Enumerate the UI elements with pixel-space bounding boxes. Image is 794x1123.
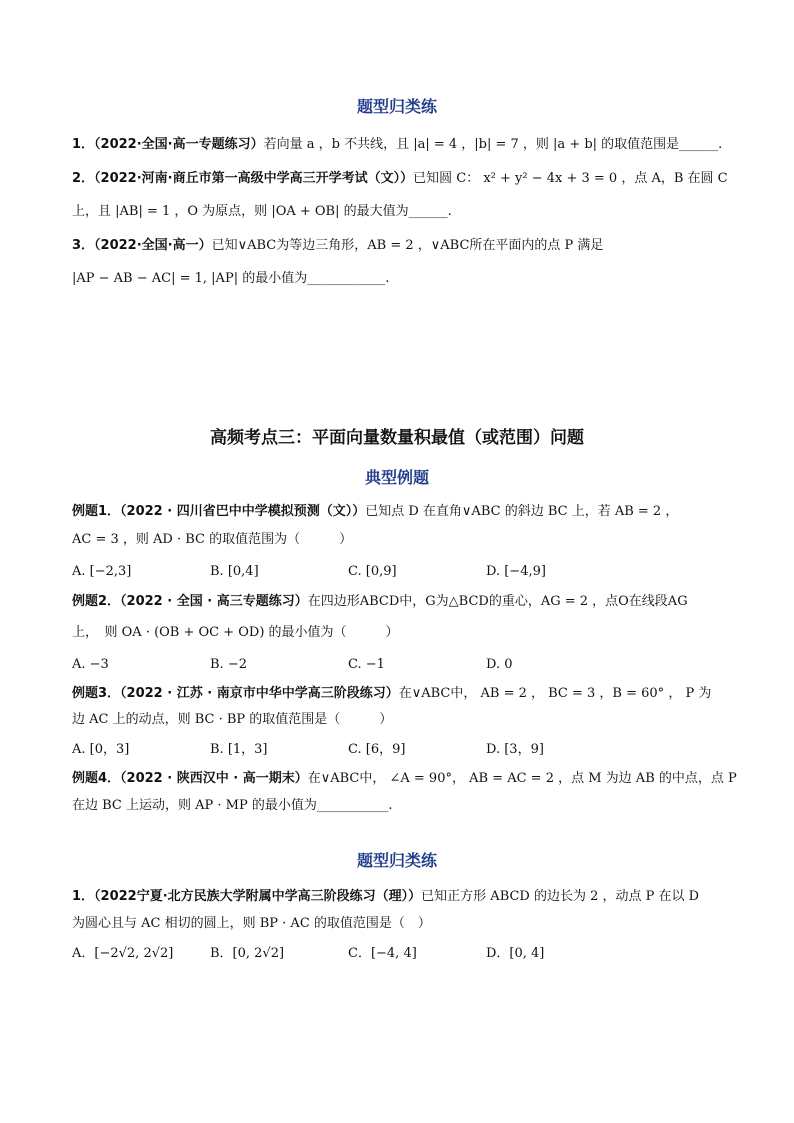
- option-b: B. [1，3]: [210, 742, 268, 757]
- example-number: 例题3．: [72, 686, 121, 701]
- question-text: 若向量 a ，b 不共线，且 |a| = 4 ，|b| = 7 ，则 |a + b| 的取值范围是______.: [263, 137, 723, 152]
- question-number: 2．: [72, 171, 95, 186]
- practice-question-2-line-1: [72, 170, 732, 188]
- example-source: （2022 · 全国 · 高三专题练习）: [120, 594, 308, 609]
- example-source: （2022 · 四川省巴中中学模拟预测（文））: [120, 504, 366, 519]
- example-number: 例题4．: [72, 771, 121, 786]
- example-text: 在∨ABC中， ∠A = 90°， AB = AC = 2 ，点 M 为边 AB 的中点，点 P: [307, 771, 737, 786]
- question-source: （2022宁夏·北方民族大学附属中学高三阶段练习（理））: [94, 889, 422, 904]
- question-source: （2022·全国·高一）: [94, 238, 212, 253]
- practice-section-title: 题型归类练: [356, 851, 437, 870]
- option-b: B．[0, 2√2]: [210, 946, 285, 961]
- question-number: 1．: [72, 137, 95, 152]
- option-b: B. −2: [210, 657, 247, 672]
- practice2-question-1-options: [72, 944, 732, 964]
- example-1-line-2: AC = 3 ，则 AD · BC 的取值范围为（ ）: [72, 532, 353, 547]
- option-c: C. [0,9]: [348, 564, 397, 579]
- question-text: 已知圆 C： x² + y² − 4x + 3 = 0 ，点 A，B 在圆 C: [413, 171, 728, 186]
- option-b: B. [0,4]: [210, 564, 259, 579]
- practice-question-3-line-2: |AP − AB − AC| = 1, |AP| 的最小值为____________.: [72, 271, 390, 286]
- option-c: C. −1: [348, 657, 385, 672]
- question-number: 1．: [72, 889, 95, 904]
- option-a: A. [0，3]: [72, 742, 130, 757]
- question-source: （2022·全国·高一专题练习）: [94, 137, 264, 152]
- example-number: 例题2．: [72, 594, 121, 609]
- example-text: 已知点 D 在直角∨ABC 的斜边 BC 上，若 AB = 2 ，: [365, 504, 679, 519]
- option-d: D. [3，9]: [486, 742, 544, 757]
- question-source: （2022·河南·商丘市第一高级中学高三开学考试（文））: [94, 171, 414, 186]
- example-text: 在∨ABC中， AB = 2 ， BC = 3 ，B = 60° ， P 为: [398, 686, 712, 701]
- question-text: 已知正方形 ABCD 的边长为 2 ，动点 P 在以 D: [421, 889, 700, 904]
- option-d: D. [−4,9]: [486, 564, 546, 579]
- example-number: 例题1．: [72, 504, 121, 519]
- option-c: C. [6，9]: [348, 742, 406, 757]
- question-text: 已知∨ABC为等边三角形，AB = 2 ，∨ABC所在平面内的点 P 满足: [211, 238, 604, 253]
- option-d: D. 0: [486, 657, 513, 672]
- example-3-line-2: 边 AC 上的动点，则 BC · BP 的取值范围是（ ）: [72, 712, 393, 727]
- example-1-line-1: [72, 503, 732, 521]
- example-source: （2022 · 江苏 · 南京市中华中学高三阶段练习）: [120, 686, 399, 701]
- practice-question-2-line-2: 上，且 |AB| = 1 ，O 为原点，则 |OA + OB| 的最大值为______.: [72, 204, 452, 219]
- option-a: A．[−2√2, 2√2]: [72, 946, 174, 961]
- practice-question-1: [72, 136, 732, 154]
- example-source: （2022 · 陕西汉中 · 高一期末）: [120, 771, 308, 786]
- practice-section-title: 题型归类练: [356, 97, 437, 116]
- practice2-question-1-line-1: [72, 888, 732, 906]
- option-a: A. [−2,3]: [72, 564, 132, 579]
- practice-question-3-line-1: [72, 237, 732, 255]
- example-3-options: [72, 740, 732, 760]
- question-number: 3．: [72, 238, 95, 253]
- example-4-line-1: [72, 770, 737, 788]
- main-topic-title: 高频考点三：平面向量数量积最值（或范围）问题: [210, 428, 584, 448]
- option-d: D．[0, 4]: [486, 946, 545, 961]
- example-2-line-2: 上， 则 OA · (OB + OC + OD) 的最小值为（ ）: [72, 625, 399, 640]
- example-4-line-2: 在边 BC 上运动，则 AP · MP 的最小值为___________.: [72, 798, 393, 813]
- example-1-options: [72, 562, 732, 582]
- example-2-line-1: [72, 593, 732, 611]
- examples-section-title: 典型例题: [364, 468, 429, 487]
- practice2-question-1-line-2: 为圆心且与 AC 相切的圆上，则 BP · AC 的取值范围是（ ）: [72, 916, 431, 931]
- example-2-options: [72, 655, 732, 675]
- example-text: 在四边形ABCD中，G为△BCD的重心，AG = 2 ，点O在线段AG: [307, 594, 688, 609]
- option-c: C．[−4, 4]: [348, 946, 417, 961]
- example-3-line-1: [72, 685, 732, 703]
- option-a: A. −3: [72, 657, 109, 672]
